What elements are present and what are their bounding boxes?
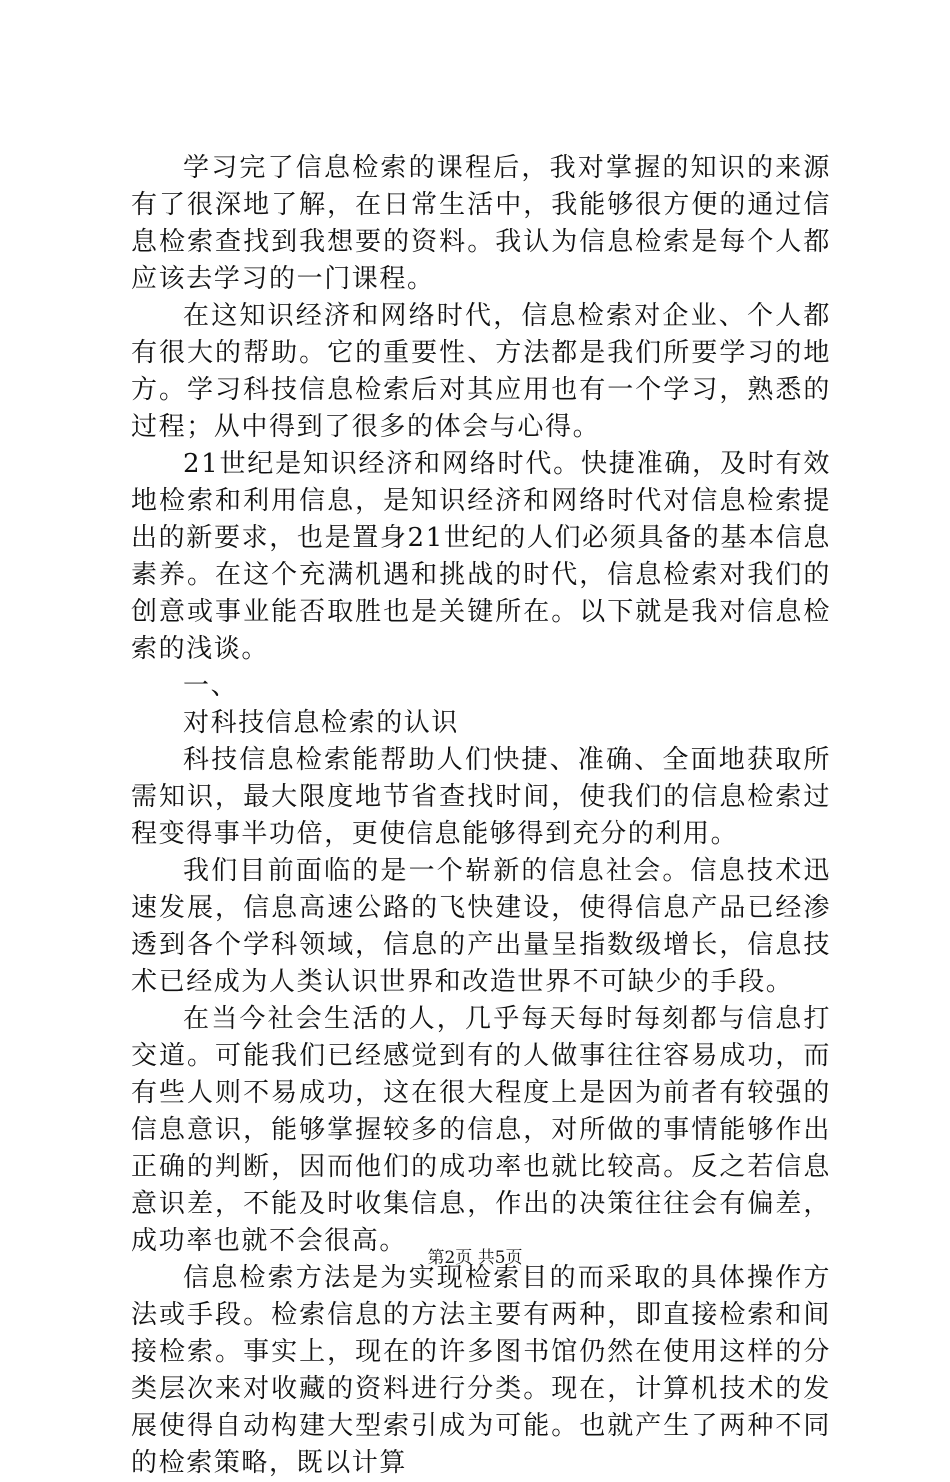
document-body — [131, 150, 831, 1482]
paragraph-importance: 在这知识经济和网络时代，信息检索对企业、个人都有很大的帮助。它的重要性、方法都是我们所要学习的地方。学习科技信息检索后对其应用也有一个学习，熟悉的过程；从中得到了很多的体会与心得。 — [131, 301, 831, 442]
paragraph-section-3: 在当今社会生活的人，几乎每天每时每刻都与信息打交道。可能我们已经感觉到有的人做事往往容易成功，而有些人则不易成功，这在很大程度上是因为前者有较强的信息意识，能够掌握较多的信息，对所做的事情能够作出正确的判断，因而他们的成功率也就比较高。反之若信息意识差，不能及时收集信息，作出的决策往往会有偏差，成功率也就不会很高。 — [131, 1004, 831, 1256]
paragraph-intro: 学习完了信息检索的课程后，我对掌握的知识的来源有了很深地了解，在日常生活中，我能够很方便的通过信息检索查找到我想要的资料。我认为信息检索是每个人都应该去学习的一门课程。 — [131, 153, 831, 294]
section-title: 对科技信息检索的认识 — [183, 708, 460, 738]
page-footer: 第2页 共5页 — [427, 1248, 523, 1268]
paragraph-section-2: 我们目前面临的是一个崭新的信息社会。信息技术迅速发展，信息高速公路的飞快建设，使得信息产品已经渗透到各个学科领域，信息的产出量呈指数级增长，信息技术已经成为人类认识世界和改造世界不可缺少的手段。 — [131, 856, 831, 997]
paragraph-section-1: 科技信息检索能帮助人们快捷、准确、全面地获取所需知识，最大限度地节省查找时间，使我们的信息检索过程变得事半功倍，更使信息能够得到充分的利用。 — [131, 745, 831, 849]
paragraph-21st-century: 21世纪是知识经济和网络时代。快捷准确，及时有效地检索和利用信息，是知识经济和网络时代对信息检索提出的新要求，也是置身21世纪的人们必须具备的基本信息素养。在这个充满机遇和挑战的时代，信息检索对我们的创意或事业能否取胜也是关键所在。以下就是我对信息检索的浅谈。 — [131, 449, 831, 664]
paragraph-section-4: 信息检索方法是为实现检索目的而采取的具体操作方法或手段。检索信息的方法主要有两种，即直接检索和间接检索。事实上，现在的许多图书馆仍然在使用这样的分类层次来对收藏的资料进行分类。现在，计算机技术的发展使得自动构建大型索引成为可能。也就产生了两种不同的检索策略，既以计算 — [131, 1263, 831, 1478]
section-number: 一、 — [183, 671, 239, 701]
